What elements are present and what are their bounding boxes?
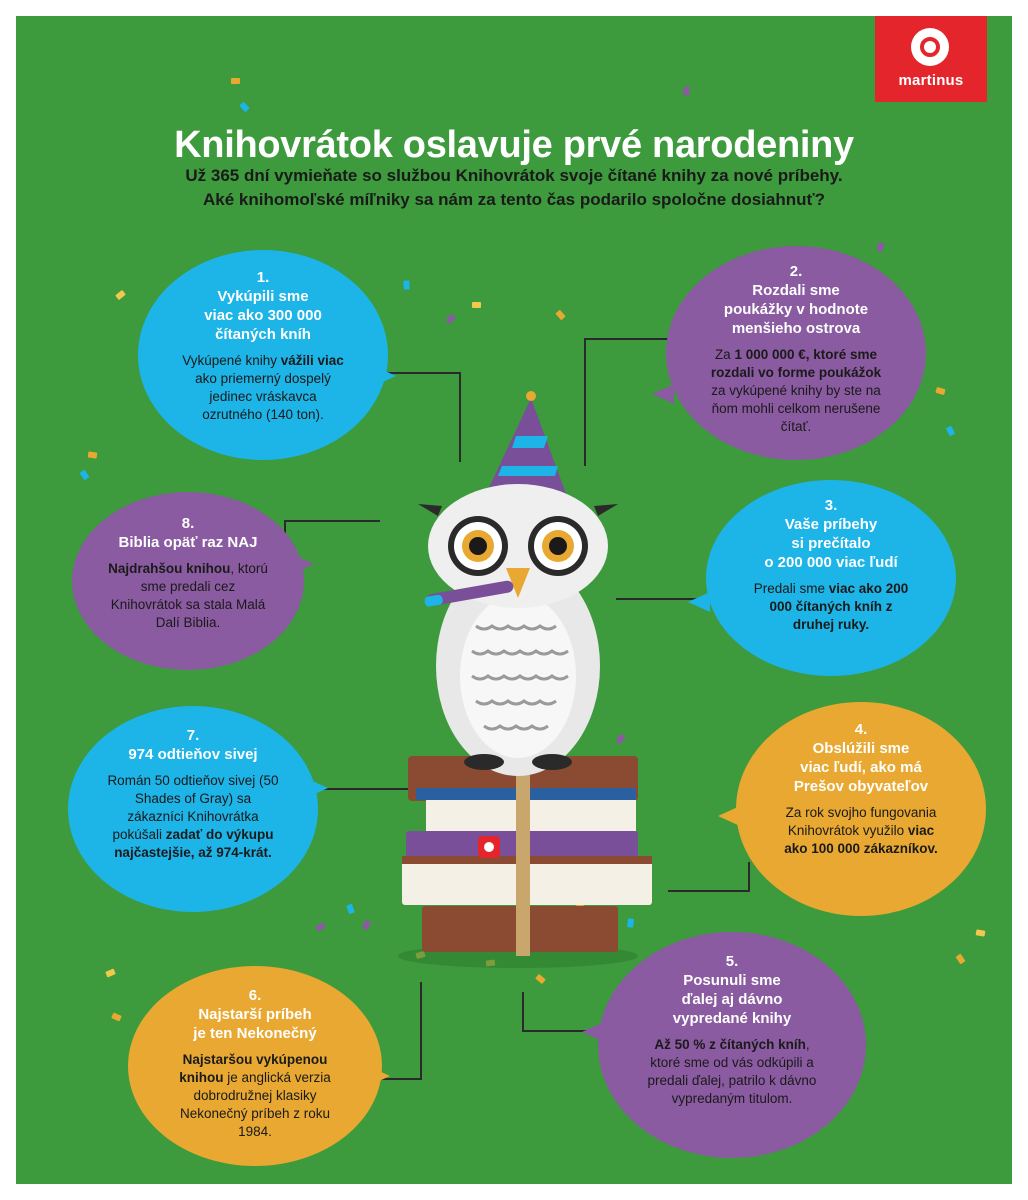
confetti-piece: [111, 1012, 122, 1021]
milestone-5-description: Až 50 % z čítaných kníh, ktoré sme od vás odkúpili a predali ďalej, patrilo k dávno vypredaným titulom.: [647, 1037, 817, 1106]
confetti-piece: [555, 310, 565, 321]
milestone-8-tail: [292, 554, 314, 574]
milestone-8-heading-line-1: Biblia opäť raz NAJ: [118, 534, 258, 551]
milestone-8-description: Najdrahšou knihou, ktorú sme predali cez Knihovrátok sa stala Malá Dalí Biblia.: [108, 561, 268, 630]
milestone-1-heading-line-1: Vykúpili sme: [217, 288, 309, 305]
milestone-1-tail: [374, 366, 396, 386]
milestone-6-description: Najstaršou vykúpenou knihou je anglická verzia dobrodružnej klasiky Nekonečný príbeh z roku 1984.: [179, 1052, 331, 1139]
milestone-2-number: 2.: [789, 263, 803, 280]
milestone-6-tail: [368, 1066, 390, 1086]
infographic-canvas: [16, 16, 1012, 1184]
milestone-4-bubble: [736, 702, 986, 916]
milestone-6-bubble: [128, 966, 382, 1166]
connector-line-1: [386, 372, 461, 374]
milestone-6-heading-line-2: je ten Nekonečný: [193, 1025, 317, 1042]
milestone-7-heading-line-1: 974 odtieňov sivej: [128, 746, 258, 763]
confetti-piece: [105, 968, 116, 977]
milestone-2-heading-line-3: menšieho ostrova: [731, 320, 861, 337]
confetti-piece: [239, 102, 250, 113]
connector-line-4: [668, 890, 750, 892]
milestone-5-number: 5.: [725, 953, 739, 970]
confetti-piece: [79, 470, 89, 481]
owl-on-books-illustration: [366, 376, 666, 976]
confetti-piece: [955, 954, 965, 965]
milestone-6-heading-line-1: Najstarší príbeh: [198, 1006, 312, 1023]
milestone-8-bubble: [72, 492, 304, 670]
confetti-piece: [346, 904, 355, 914]
confetti-piece: [231, 78, 240, 84]
milestone-2-description: Za 1 000 000 €, ktoré sme rozdali vo forme poukážok za vykúpené knihy by ste na ňom mohli celkom nerušene čítať.: [710, 347, 882, 434]
milestone-2-heading-line-1: Rozdali sme: [752, 282, 840, 299]
milestone-3-heading-line-2: si prečítalo: [791, 535, 871, 552]
connector-line-5: [522, 992, 524, 1032]
milestone-7-bubble: [68, 706, 318, 912]
confetti-piece: [115, 290, 126, 300]
confetti-piece: [472, 302, 481, 308]
milestone-2-tail: [652, 384, 674, 404]
milestone-3-tail: [688, 592, 710, 612]
milestone-4-number: 4.: [854, 721, 868, 738]
confetti-piece: [683, 86, 690, 95]
milestone-1-heading-line-3: čítaných kníh: [215, 326, 311, 343]
milestone-1-description: Vykúpené knihy vážili viac ako priemerný dospelý jedinec vráskavca ozrutného (140 ton).: [182, 353, 344, 422]
milestone-2-heading-line-2: poukážky v hodnote: [723, 301, 869, 318]
confetti-piece: [315, 922, 326, 932]
milestone-7-number: 7.: [186, 727, 200, 744]
page-title: Knihovrátok oslavuje prvé narodeniny: [174, 124, 854, 166]
milestone-3-heading-line-1: Vaše príbehy: [784, 516, 878, 533]
confetti-piece: [935, 387, 945, 395]
martinus-logo-icon: [911, 28, 949, 66]
milestone-1-bubble: [138, 250, 388, 460]
milestone-4-heading-line-1: Obslúžili sme: [812, 740, 910, 757]
confetti-piece: [976, 929, 986, 936]
milestone-1-number: 1.: [256, 269, 270, 286]
milestone-7-tail: [306, 778, 328, 798]
confetti-piece: [88, 451, 98, 458]
milestone-4-description: Za rok svojho fungovania Knihovrátok využilo viac ako 100 000 zákazníkov.: [784, 805, 938, 856]
milestone-3-number: 3.: [824, 497, 838, 514]
milestone-5-tail: [582, 1022, 604, 1042]
subtitle-line-2: Aké knihomoľské míľniky sa nám za tento čas podarilo spoločne dosiahnuť?: [202, 190, 826, 209]
milestone-6-number: 6.: [248, 987, 262, 1004]
milestone-7-description: Román 50 odtieňov sivej (50 Shades of Gray) sa zákazníci Knihovrátka pokúšali zadať do výkupu najčastejšie, až 974-krát.: [107, 773, 279, 860]
confetti-piece: [445, 314, 456, 325]
milestone-3-bubble: [706, 480, 956, 676]
milestone-5-heading-line-1: Posunuli sme: [683, 972, 781, 989]
milestone-4-tail: [718, 806, 740, 826]
milestone-8-number: 8.: [181, 515, 195, 532]
confetti-piece: [946, 426, 955, 437]
milestone-5-heading-line-3: vypredané knihy: [672, 1010, 792, 1027]
milestone-4-heading-line-3: Prešov obyvateľov: [793, 778, 929, 795]
milestone-3-description: Predali sme viac ako 200 000 čítaných kníh z druhej ruky.: [753, 581, 909, 632]
milestone-5-bubble: [598, 932, 866, 1158]
connector-line-4b: [748, 862, 750, 892]
milestone-3-heading-line-3: o 200 000 viac ľudí: [764, 554, 898, 571]
milestone-5-heading-line-2: ďalej aj dávno: [681, 991, 783, 1008]
confetti-piece: [403, 280, 409, 289]
subtitle-line-1: Už 365 dní vymieňate so službou Knihovrátok svoje čítané knihy za nové príbehy.: [185, 166, 843, 185]
milestone-1-heading-line-2: viac ako 300 000: [204, 307, 322, 324]
milestone-4-heading-line-2: viac ľudí, ako má: [800, 759, 922, 776]
martinus-logo[interactable]: [875, 16, 987, 102]
connector-line-6: [420, 982, 422, 1080]
milestone-2-bubble: [666, 246, 926, 460]
brand-name: martinus: [898, 72, 964, 89]
